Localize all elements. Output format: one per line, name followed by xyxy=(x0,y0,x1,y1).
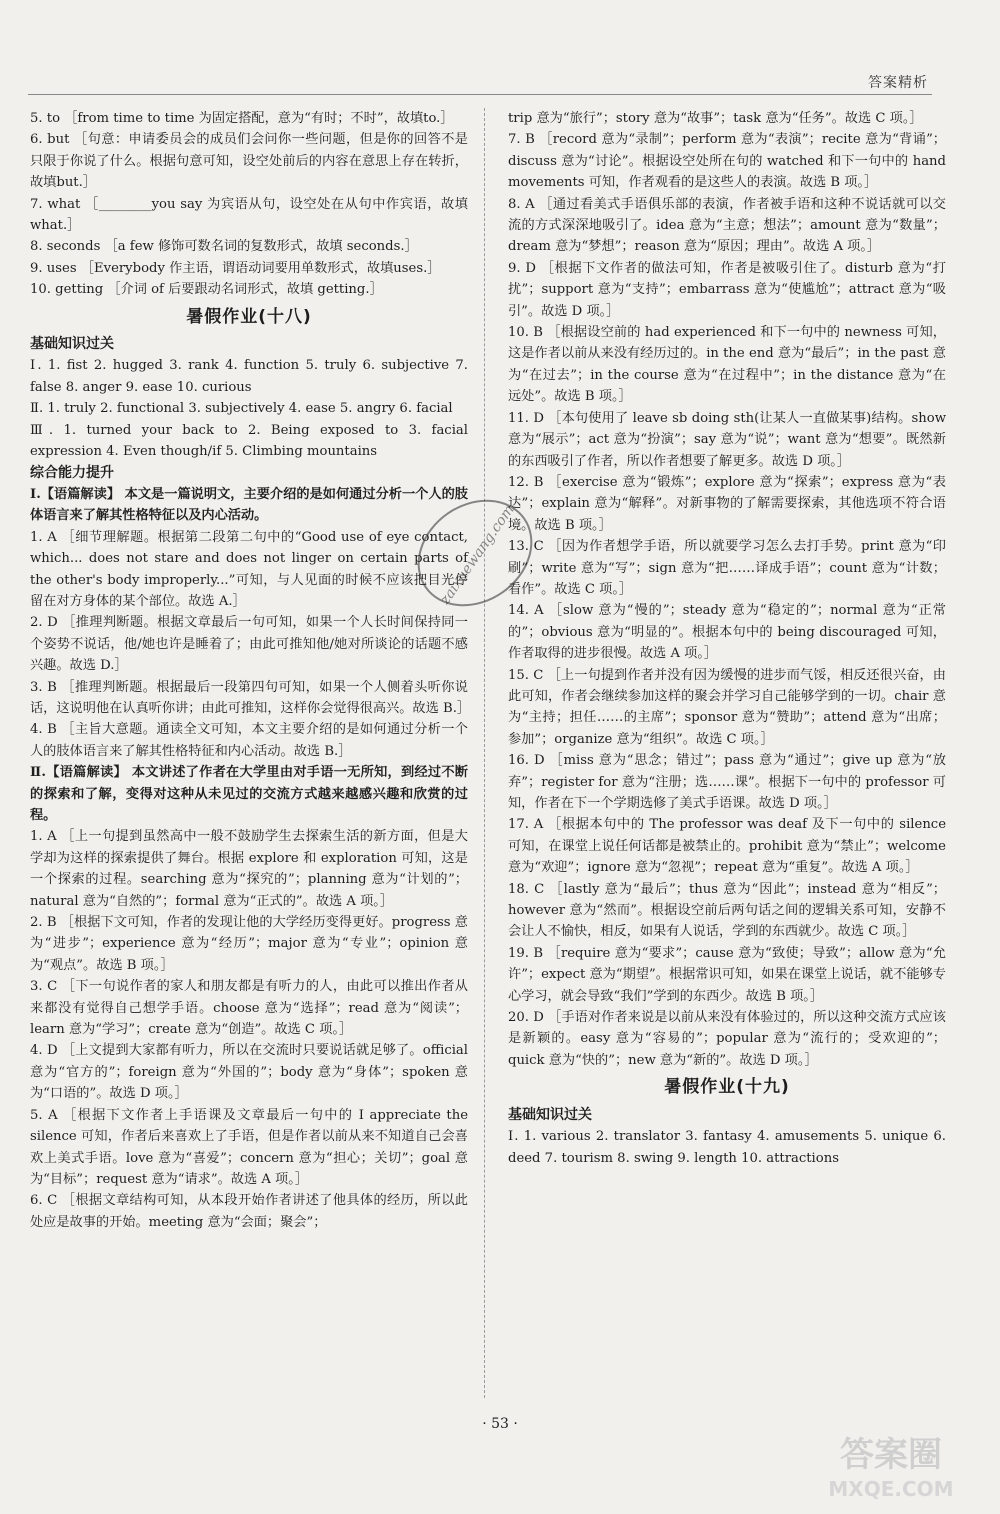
answer-item: 9. D ［根据下文作者的做法可知，作者是被吸引住了。disturb 意为“打扰”；support 意为“支持”；embarrass 意为“使尴尬”；attract 意为“吸引”。故选 D 项。］ xyxy=(508,260,946,319)
answer-item: 17. A ［根据本句中的 The professor was deaf 及下一句中的 silence 可知，在课堂上说任何话都是被禁止的。prohibit 意为“禁止”；welcome 意为“欢迎”；ignore 意为“忽视”；repeat 意为“重复”。故选 A 项。］ xyxy=(508,817,946,876)
answer-item: 4. D ［上文提到大家都有听力，所以在交流时只要说话就足够了。official 意为“官方的”；foreign 意为“外国的”；body 意为“身体”；spoken 意为“口语的”。故选 D 项。］ xyxy=(30,1043,468,1102)
answer-item: 15. C ［上一句提到作者并没有因为缓慢的进步而气馁，相反还很兴奋，由此可知，作者会继续参加这样的聚会并学习自己能够学到的一切。chair 意为“主持；担任……的主席”；sponsor 意为“赞助”；attend 意为“出席；参加”；organize 意为“组织”。故选 C 项。］ xyxy=(508,667,946,747)
answer-item: 20. D ［手语对作者来说是以前从来没有体验过的，所以这种交流方式应该是新颖的。easy 意为“容易的”；popular 意为“流行的；受欢迎的”；quick 意为“快的”；new 意为“新的”。故选 D 项。］ xyxy=(508,1010,946,1068)
answer-item: 9. uses ［Everybody 作主语，谓语动词要用单数形式，故填uses.］ xyxy=(30,260,441,276)
column-divider xyxy=(484,108,485,1398)
subsection-title: 基础知识过关 xyxy=(30,336,114,353)
answer-item: 1. A ［上一句提到虽然高中一般不鼓励学生去探索生活的新方面，但是大学却为这样的探索提供了舞台。根据 explore 和 exploration 可知，这是一个探索的过程。searching 意为“探究的”；planning 意为“计划的”；natural 意为“自然的”；formal 意为“正式的”。故选 A 项。］ xyxy=(30,829,468,909)
page-number: · 53 · xyxy=(482,1416,518,1432)
answer-item: 5. to ［from time to time 为固定搭配，意为“有时；不时”，故填to.］ xyxy=(30,111,454,126)
answer-item: 12. B ［exercise 意为“锻炼”；explore 意为“探索”；express 意为“表达”；explain 意为“解释”。对新事物的了解需要探索，其他选项不符合语境。故选 B 项。］ xyxy=(508,474,946,533)
answer-item: 3. C ［下一句说作者的家人和朋友都是有听力的人，由此可以推出作者从来都没有觉得自己想学手语。choose 意为“选择”；read 意为“阅读”；learn 意为“学习”；create 意为“创造”。故选 C 项。］ xyxy=(30,979,468,1038)
answer-item: 11. D ［本句使用了 leave sb doing sth(让某人一直做某事)结构。show 意为“展示”；act 意为“扮演”；say 意为“说”；want 意为“想要”。既然新的东西吸引了作者，所以作者想要了解更多。故选 D 项。］ xyxy=(508,410,946,469)
section-title: 暑假作业(十九) xyxy=(664,1077,790,1098)
svg-text:zaixuewang.com: zaixuewang.com xyxy=(437,501,518,608)
answer-item: 10. getting ［介词 of 后要跟动名词形式，故填 getting.］ xyxy=(30,282,383,298)
answer-item: 19. B ［require 意为“要求”；cause 意为“致使；导致”；allow 意为“允许”；expect 意为“期望”。根据常识可知，如果在课堂上说话，就不能够专心学习，就会导致“我们”学到的东西少。故选 B 项。］ xyxy=(508,945,946,1004)
passage-summary: Ⅱ.【语篇解读】 本文讲述了作者在大学里由对手语一无所知，到经过不断的探索和了解，变得对这种从未见过的交流方式越来越感兴趣和欣赏的过程。 xyxy=(30,765,468,823)
answer-item: 14. A ［slow 意为“慢的”；steady 意为“稳定的”；normal 意为“正常的”；obvious 意为“明显的”。根据本句中的 being discouraged 可知，作者取得的进步很慢。故选 A 项。］ xyxy=(508,603,946,662)
header-rule xyxy=(28,94,932,95)
right-column xyxy=(508,108,946,1169)
page-header: 答案精析 xyxy=(868,75,928,91)
answer-item: 16. D ［miss 意为“思念；错过”；pass 意为“通过”；give up 意为“放弃”；register for 意为“注册；选……课”。根据下一句中的 professor 可知，作者在下一个学期选修了美式手语课。故选 D 项。］ xyxy=(508,753,946,811)
subsection-title: 综合能力提升 xyxy=(30,464,114,481)
answer-item: 2. B ［根据下文可知，作者的发现让他的大学经历变得更好。progress 意为“进步”；experience 意为“经历”；major 意为“专业”；opinion 意为“观点”。故选 B 项。］ xyxy=(30,915,468,973)
answer-item: 18. C ［lastly 意为“最后”；thus 意为“因此”；instead 意为“相反”；however 意为“然而”。根据设空前后两句话之间的逻辑关系可知，安静不会让人不愉快，相反，如果有人说话，学到的东西就少。故选 C 项。］ xyxy=(508,881,946,940)
answer-item: 7. B ［record 意为“录制”；perform 意为“表演”；recite 意为“背诵”；discuss 意为“讨论”。根据设空处所在句的 watched 和下一句中的 hand movements 可知，作者观看的是这些人的表演。故选 B 项。］ xyxy=(508,132,946,191)
answer-item: 3. B ［推理判断题。根据最后一段第四句可知，如果一个人侧着头听你说话，这说明他在认真听你讲；由此可推知，这样你会觉得很高兴。故选 B.］ xyxy=(30,679,471,716)
answer-item: 8. A ［通过看美式手语俱乐部的表演，作者被手语和这种不说话就可以交流的方式深深地吸引了。idea 意为“主意；想法”；amount 意为“数量”；dream 意为“梦想”；reason 意为“原因；理由”。故选 A 项。］ xyxy=(508,196,946,255)
answer-item: 13. C ［因为作者想学手语，所以就要学习怎么去打手势。print 意为“印刷”；write 意为“写”；sign 意为“把……译成手语”；count 意为“计数；看作”。故选 C 项。］ xyxy=(508,539,946,597)
answer-item: 2. D ［推理判断题。根据文章最后一句可知，如果一个人长时间保持同一个姿势不说话，他/她也许是睡着了；由此可推知他/她对所谈论的话题不感兴趣。故选 D.］ xyxy=(30,615,468,674)
answer-item: 6. but ［句意：申请委员会的成员们会问你一些问题，但是你的回答不是只限于你说了什么。根据句意可知，设空处前后的内容在意思上存在转折，故填but.］ xyxy=(30,132,468,191)
left-column xyxy=(30,108,471,1233)
answer-item: Ⅲ. 1. turned your back to 2. Being exposed to 3. facial expression 4. Even though/if 5. Climbing mountains xyxy=(30,422,468,460)
svg-text:答案圈: 答案圈 xyxy=(840,1435,942,1475)
answer-item: 4. B ［主旨大意题。通读全文可知，本文主要介绍的是如何通过分析一个人的肢体语言来了解其性格特征和内心活动。故选 B.］ xyxy=(30,722,468,759)
svg-text:MXQE.COM: MXQE.COM xyxy=(828,1477,954,1501)
answer-item: 6. C ［根据文章结构可知，从本段开始作者讲述了他具体的经历，所以此处应是故事的开始。meeting 意为“会面；聚会”； xyxy=(30,1193,468,1230)
corner-logo xyxy=(806,1424,976,1504)
passage-summary: Ⅰ.【语篇解读】 本文是一篇说明文，主要介绍的是如何通过分析一个人的肢体语言来了解其性格特征以及内心活动。 xyxy=(30,486,468,524)
answer-item: 8. seconds ［a few 修饰可数名词的复数形式，故填 seconds.］ xyxy=(30,239,418,255)
answer-item: 1. A ［细节理解题。根据第二段第二句中的“Good use of eye contact, which... does not stare and does not linger on certain parts of the other's body improperly...”可知，与人见面的时候不应该把目光停留在对方身体的某个部位。故选 A.］ xyxy=(30,529,468,609)
answer-item: Ⅰ. 1. fist 2. hugged 3. rank 4. function 5. truly 6. subjective 7. false 8. anger 9. ease 10. curious xyxy=(30,358,468,395)
section-title: 暑假作业(十八) xyxy=(186,306,312,327)
answer-item: 7. what ［________you say 为宾语从句，设空处在从句中作宾语，故填what.］ xyxy=(30,196,468,234)
answer-item: Ⅰ. 1. various 2. translator 3. fantasy 4. amusements 5. unique 6. deed 7. tourism 8. swing 9. length 10. attractions xyxy=(508,1129,946,1166)
subsection-title: 基础知识过关 xyxy=(508,1106,592,1123)
answer-item: 10. B ［根据设空前的 had experienced 和下一句中的 newness 可知，这是作者以前从来没有经历过的。in the end 意为“最后”；in the past 意为“在过去”；in the course 意为“在过程中”；in the distance 意为“在远处”。故选 B 项。］ xyxy=(508,325,946,405)
answer-item: trip 意为“旅行”；story 意为“故事”；task 意为“任务”。故选 C 项。］ xyxy=(508,111,923,126)
answer-item: 5. A ［根据下文作者上手语课及文章最后一句中的 I appreciate the silence 可知，作者后来喜欢上了手语，但是作者以前从来不知道自己会喜欢上美式手语。love 意为“喜爱”；concern 意为“担心；关切”；goal 意为“目标”；request 意为“请求”。故选 A 项。］ xyxy=(30,1107,468,1187)
answer-item: Ⅱ. 1. truly 2. functional 3. subjectively 4. ease 5. angry 6. facial xyxy=(30,401,453,417)
